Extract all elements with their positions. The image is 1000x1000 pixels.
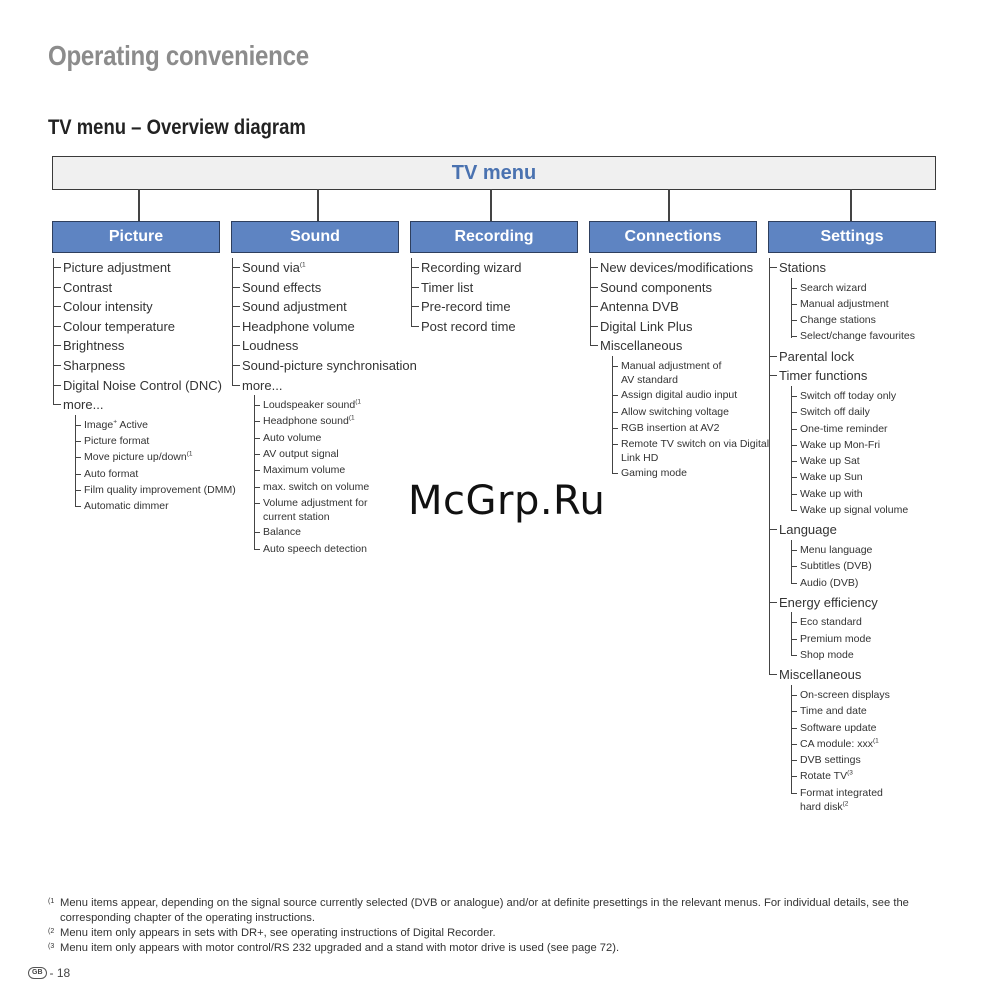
submenu-item-label: Wake up Mon-Fri	[800, 438, 881, 451]
submenu	[791, 540, 943, 593]
menu-item	[410, 258, 585, 278]
menu-item-label: Sound-picture synchronisation	[242, 357, 417, 373]
submenu-item-label: Manual adjustment	[800, 297, 889, 310]
submenu-item	[791, 280, 943, 296]
menu-item-label: Recording wizard	[421, 260, 522, 275]
submenu-item	[791, 469, 943, 485]
submenu-item-label: Software update	[800, 721, 877, 734]
submenu-item	[791, 614, 943, 630]
footnote-ref: (1	[186, 450, 193, 458]
submenu-item	[791, 388, 943, 404]
menu-item	[768, 593, 943, 613]
submenu-item-label: DVB settings	[800, 754, 861, 767]
menu-item-label: Digital Noise Control (DNC)	[63, 377, 222, 393]
submenu-item-label: Loudspeaker sound	[263, 399, 356, 412]
submenu-item-label-line2	[800, 801, 943, 814]
country-badge: GB	[28, 967, 47, 979]
menu-item-label: Miscellaneous	[600, 338, 683, 354]
submenu	[791, 278, 943, 347]
submenu-item	[791, 421, 943, 437]
submenu-item	[612, 436, 770, 465]
submenu-item-label: Image	[84, 418, 114, 431]
submenu-item	[791, 785, 943, 814]
menu-item	[231, 278, 406, 298]
category-label: Sound	[290, 228, 340, 245]
menu-item-label: Picture adjustment	[63, 260, 171, 275]
menu-item-label: Timer functions	[779, 368, 868, 384]
submenu-item	[791, 312, 943, 328]
submenu-item	[612, 387, 767, 403]
connector	[850, 189, 852, 221]
submenu-item-label: Volume adjustment for	[263, 496, 368, 509]
menu-item	[52, 356, 227, 376]
menu-item	[410, 297, 585, 317]
menu-item	[768, 347, 943, 367]
menu-item	[768, 366, 943, 386]
menu-item-label: Sharpness	[63, 357, 126, 373]
connector	[138, 189, 140, 221]
submenu-item-label: Auto volume	[263, 431, 322, 444]
submenu-item-label: Remote TV switch on via Digital	[621, 438, 770, 451]
menu-item-label: Energy efficiency	[779, 594, 878, 610]
submenu-item-label: Film quality improvement (DMM)	[84, 483, 236, 496]
submenu-item-label-line2	[621, 374, 767, 387]
category-label: Picture	[108, 228, 164, 245]
menu-item	[52, 278, 227, 298]
submenu	[612, 356, 770, 484]
page-number: - 18	[49, 966, 71, 980]
submenu-item-label: Wake up Sat	[800, 455, 860, 468]
submenu-item	[791, 736, 943, 752]
menu-item	[589, 278, 767, 298]
footnote-ref: (1	[348, 414, 355, 422]
submenu-item-label: Shop mode	[800, 649, 854, 662]
connector	[317, 189, 319, 221]
submenu-item	[612, 358, 767, 387]
footnote-mark: (1	[48, 898, 55, 905]
menu-item-label: Digital Link Plus	[600, 318, 693, 334]
submenu-item	[75, 482, 236, 498]
submenu	[791, 612, 943, 665]
footnote-text: Menu items appear, depending on the signal source currently selected (DVB or analogue) and/or at definite presettings in the relevant menus. For individual details, see the corresponding chapter of the operating instructions.	[60, 897, 909, 924]
menu-item	[768, 258, 943, 278]
category-picture	[52, 221, 220, 253]
menu-item-label: Loudness	[242, 338, 299, 354]
footnote-ref: (2	[842, 800, 849, 808]
submenu-item-label: Switch off daily	[800, 406, 870, 419]
submenu-item	[254, 479, 406, 495]
menu-item	[52, 297, 227, 317]
menu-item	[52, 395, 227, 415]
submenu-item	[791, 720, 943, 736]
menu-item	[768, 665, 943, 685]
submenu-item	[612, 404, 767, 420]
menu-item-label: Parental lock	[779, 348, 855, 364]
submenu-item	[791, 752, 943, 768]
menu-item	[231, 297, 406, 317]
menu-item-label: more...	[242, 377, 283, 393]
submenu	[75, 415, 236, 517]
submenu-item-label-line2-text: Link HD	[621, 452, 659, 465]
submenu-item	[791, 768, 943, 784]
connector	[668, 189, 670, 221]
tv-menu-root	[52, 156, 936, 190]
submenu-item	[791, 575, 943, 591]
submenu-item	[791, 558, 943, 574]
submenu	[791, 386, 943, 520]
submenu-item	[254, 462, 406, 478]
menu-item	[589, 297, 767, 317]
footnote-text: Menu item only appears with motor control/RS 232 upgraded and a stand with motor drive is used (see page 72).	[60, 942, 620, 954]
menu-item-label: Brightness	[63, 338, 125, 354]
footnote-text: Menu item only appears in sets with DR+, see operating instructions of Digital Recorder.	[60, 927, 496, 939]
menu-item-label: Miscellaneous	[779, 667, 862, 683]
submenu-item-label: Eco standard	[800, 616, 862, 629]
submenu-item-label: AV output signal	[263, 448, 339, 461]
submenu-item-label: Switch off today only	[800, 389, 897, 402]
menu-item	[589, 317, 767, 337]
column-connections	[589, 258, 770, 484]
footnote-ref: (1	[355, 398, 362, 406]
submenu-item-label: Search wizard	[800, 281, 867, 294]
footnote-ref: (1	[299, 261, 306, 269]
submenu-item	[791, 502, 943, 518]
menu-item-label: New devices/modifications	[600, 260, 754, 275]
menu-item-label: Timer list	[421, 279, 474, 295]
submenu-item	[254, 430, 406, 446]
submenu-item-label: Audio (DVB)	[800, 576, 859, 589]
submenu-item	[254, 495, 406, 524]
submenu-item-label: max. switch on volume	[263, 480, 370, 493]
menu-item	[410, 317, 585, 337]
menu-item	[589, 258, 767, 278]
menu-item	[589, 336, 767, 356]
menu-item	[52, 317, 227, 337]
submenu-item-label: Auto format	[84, 467, 139, 480]
footnote	[48, 926, 958, 941]
submenu-item-label: Wake up with	[800, 487, 863, 500]
submenu-item-label: Headphone sound	[263, 415, 349, 428]
submenu-item-label: Menu language	[800, 543, 873, 556]
submenu-item-label-line2	[621, 452, 767, 465]
footnote-mark: (2	[48, 928, 55, 935]
submenu-item	[791, 687, 943, 703]
submenu-item	[75, 417, 227, 433]
submenu-item-label: Select/change favourites	[800, 330, 915, 343]
submenu	[254, 395, 406, 559]
section-title: TV menu – Overview diagram	[48, 116, 306, 139]
menu-item	[52, 258, 227, 278]
submenu-item-label: Wake up signal volume	[800, 504, 909, 517]
column-settings	[768, 258, 943, 816]
category-label: Settings	[820, 228, 884, 245]
submenu-item-label: Gaming mode	[621, 467, 687, 480]
submenu-item	[612, 420, 767, 436]
menu-item	[231, 258, 406, 278]
submenu-item	[254, 397, 406, 413]
menu-item-label: Sound via	[242, 260, 300, 275]
submenu-item	[791, 647, 943, 663]
submenu-item	[791, 328, 943, 344]
category-recording	[410, 221, 578, 253]
menu-item-label: Antenna DVB	[600, 299, 679, 315]
submenu-item-label: Move picture up/down	[84, 451, 187, 464]
category-sound	[231, 221, 399, 253]
page-footer	[28, 966, 70, 980]
submenu-item-label: Assign digital audio input	[621, 389, 738, 402]
submenu-item-label: Format integrated	[800, 786, 883, 799]
submenu-item-label: Time and date	[800, 705, 867, 718]
menu-item	[410, 278, 585, 298]
submenu-item	[254, 524, 406, 540]
menu-item-label: Colour temperature	[63, 318, 175, 334]
submenu-item	[791, 631, 943, 647]
footnote	[48, 896, 958, 926]
footnote-mark: (3	[48, 943, 55, 950]
category-label: Recording	[454, 228, 534, 245]
submenu-item	[612, 465, 767, 481]
menu-item	[768, 520, 943, 540]
page-title: Operating convenience	[48, 40, 309, 71]
menu-item-label: Pre-record time	[421, 299, 511, 315]
submenu-item	[75, 449, 227, 465]
submenu-item	[254, 541, 406, 557]
submenu-item-label: Change stations	[800, 314, 876, 327]
menu-item-label: Language	[779, 522, 837, 538]
submenu-item-label: Premium mode	[800, 632, 872, 645]
submenu-item-label: Automatic dimmer	[84, 500, 169, 513]
submenu-item-label: Auto speech detection	[263, 542, 367, 555]
column-sound	[231, 258, 417, 559]
footnotes	[48, 896, 958, 956]
submenu-item-label: Wake up Sun	[800, 471, 863, 484]
submenu-item-label-line2-text: current station	[263, 511, 330, 524]
submenu-item	[791, 703, 943, 719]
submenu-item	[254, 446, 406, 462]
tree-line	[769, 258, 770, 675]
submenu-item-label: CA module: xxx	[800, 737, 873, 750]
footnote-ref: (1	[872, 737, 879, 745]
menu-item-label: Headphone volume	[242, 318, 355, 334]
category-settings	[768, 221, 936, 253]
footnote	[48, 941, 958, 956]
submenu-item	[791, 453, 943, 469]
submenu-item-label: On-screen displays	[800, 688, 890, 701]
connector	[490, 189, 492, 221]
menu-item-label: Stations	[779, 260, 826, 275]
submenu-item	[791, 542, 943, 558]
submenu-item	[791, 437, 943, 453]
submenu-item-label: Rotate TV	[800, 770, 848, 783]
menu-item	[52, 376, 227, 396]
column-picture	[52, 258, 236, 517]
submenu-item-label-rest: Active	[116, 418, 148, 431]
submenu-item-label: Maximum volume	[263, 464, 346, 477]
footnote-ref: (3	[847, 769, 853, 777]
menu-item-label: Colour intensity	[63, 299, 153, 315]
submenu-item	[791, 296, 943, 312]
submenu-item-label-line2-text: hard disk	[800, 800, 843, 813]
menu-item	[231, 356, 417, 376]
category-connections	[589, 221, 757, 253]
category-label: Connections	[624, 228, 722, 245]
column-recording	[410, 258, 585, 336]
submenu-item-label: Allow switching voltage	[621, 405, 729, 418]
submenu-item	[75, 498, 227, 514]
menu-item-label: Sound adjustment	[242, 299, 347, 315]
submenu-item-label: Manual adjustment of	[621, 359, 722, 372]
menu-item-label: Post record time	[421, 318, 516, 334]
submenu-item-label-line2	[263, 511, 406, 524]
menu-item-label: Contrast	[63, 279, 113, 295]
submenu-item-label-line2-text: AV standard	[621, 374, 679, 387]
submenu-item-label: Balance	[263, 526, 301, 539]
submenu	[791, 685, 943, 816]
submenu-item	[75, 433, 227, 449]
submenu-item-label: Picture format	[84, 435, 150, 448]
submenu-item	[791, 486, 943, 502]
menu-item-label: more...	[63, 397, 104, 413]
menu-item	[231, 317, 406, 337]
menu-item	[231, 376, 406, 396]
submenu-item-label: Subtitles (DVB)	[800, 560, 872, 573]
watermark: McGrp.Ru	[408, 478, 606, 524]
tv-menu-root-label: TV menu	[451, 161, 537, 184]
menu-item-label: Sound effects	[242, 279, 322, 295]
menu-item	[231, 336, 406, 356]
submenu-item	[254, 413, 406, 429]
submenu-item-label: One-time reminder	[800, 422, 888, 435]
menu-item	[52, 336, 227, 356]
footnote-ref: +	[113, 418, 117, 426]
menu-item-label: Sound components	[600, 279, 713, 295]
submenu-item	[791, 404, 943, 420]
submenu-item-label: RGB insertion at AV2	[621, 421, 720, 434]
submenu-item	[75, 466, 227, 482]
